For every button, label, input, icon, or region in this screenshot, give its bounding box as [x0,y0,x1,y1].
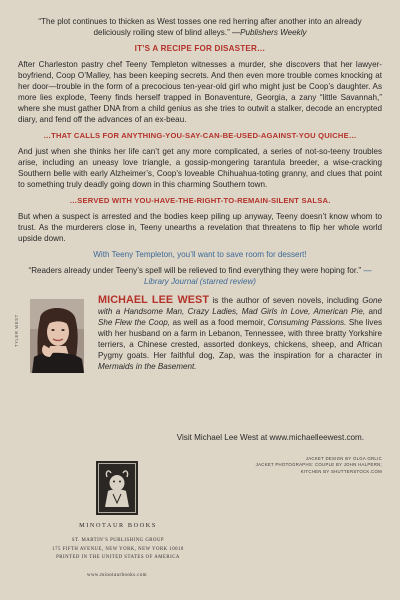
publisher-line: ST. MARTIN’S PUBLISHING GROUP [71,538,165,543]
author-name: MICHAEL LEE WEST [98,294,210,306]
synopsis-paragraph-3: But when a suspect is arrested and the bodies keep piling up anyway, Teeny doesn’t know whom to trust. As the murderers close in, Teeny unearths a revelation that threatens to flip her whole world upside down. [18,212,382,243]
credit-line: JACKET PHOTOGRAPHS: COUPLE BY JOHN HALPERN; [255,462,382,468]
bio-book-titles: She Flew the Coop, [98,318,170,327]
heading-recipe: IT’S A RECIPE FOR DISASTER… [134,44,266,53]
bio-book-titles: Mermaids in the Basement. [98,362,197,371]
publisher-address [38,537,198,563]
minotaur-logo-icon [96,461,138,515]
bio-text: and [365,307,382,316]
review-quote-mid [18,265,382,287]
minotaur-logo [96,461,138,515]
photo-credit: TYLER WEST [14,314,19,348]
bio-book-titles: Gone with a Handsome Man, Crazy Ladies, Mad Girls in Love, American Pie, [98,296,382,316]
bio-book-titles: Consuming Passions. [267,318,347,327]
publisher-line: PRINTED IN THE UNITED STATES OF AMERICA [56,555,180,561]
tagline: With Teeny Templeton, you’ll want to save room for dessert! [93,250,307,259]
review-quote-top [18,16,382,38]
jacket-credits [256,456,382,475]
publisher-line: 175 FIFTH AVENUE, NEW YORK, NEW YORK 10010 [52,546,184,552]
author-website-line: Visit Michael Lee West at www.michaelleewest.com. [176,433,364,442]
publisher-name: MINOTAUR BOOKS [79,522,157,529]
credit-line: JACKET DESIGN BY OLGA GRLIC [305,456,382,461]
publisher-website: www.minotaurbooks.com [86,573,148,578]
quote-text: “Readers already under Teeny’s spell will be relieved to find everything they were hoping for.” [28,266,362,275]
bio-text: She lives with her husband on a farm in Lebanon, Tennessee, with three bratty Yorkshire terriers, a Chinese crested, assorted donkeys, chickens, sheep, and African Pygmy goats. Her faithful dog, Zap, was the inspiration for a character in [98,318,383,360]
quote-attribution: —Publishers Weekly [232,28,307,37]
bio-text: as well as a food memoir, [169,318,268,327]
author-section [14,294,383,413]
quote-attribution: —Library Journal (starred review) [143,266,372,286]
synopsis-paragraph-2: And just when she thinks her life can’t get any more complicated, a series of not-so-teeny troubles arise, including an uneasy love triangle, a gossip-mongering tarantula breeder, a wise-cracking Southern belle with early Alzheimer’s, Coop’s loveable Chihuahua-toting granny, and clues that point to something truly deadly going down in this charming Southern town. [18,147,382,189]
synopsis-paragraph-1: After Charleston pastry chef Teeny Templeton witnesses a murder, she discovers that her lawyer-boyfriend, Coop O’Malley, has been keeping secrets. And then even more trouble comes knocking at her door—trouble in the form of a precocious ten-year-old girl who might just be Coop’s daughter. As more lies explode, Teeny finds herself trapped in Bonaventure, Georgia, a zany “little Savannah,” where she must gather DNA from a child genius as she tries to outwit a stalker, decode an encrypted diary, and fend off the advances of an ex-beau. [18,60,382,124]
bio-text: is the author of seven novels, including [209,296,363,305]
credit-line: KITCHEN BY SHUTTERSTOCK.COM [300,468,382,474]
quote-text: “The plot continues to thicken as West tosses one red herring after another into an already deliciously roiling stew of blind alleys.” [38,17,362,37]
heading-quiche: …THAT CALLS FOR ANYTHING-YOU-SAY-CAN-BE-USED-AGAINST-YOU QUICHE… [43,131,357,140]
heading-salsa: …SERVED WITH YOU-HAVE-THE-RIGHT-TO-REMAIN-SILENT SALSA. [69,196,331,205]
author-bio [18,295,382,375]
